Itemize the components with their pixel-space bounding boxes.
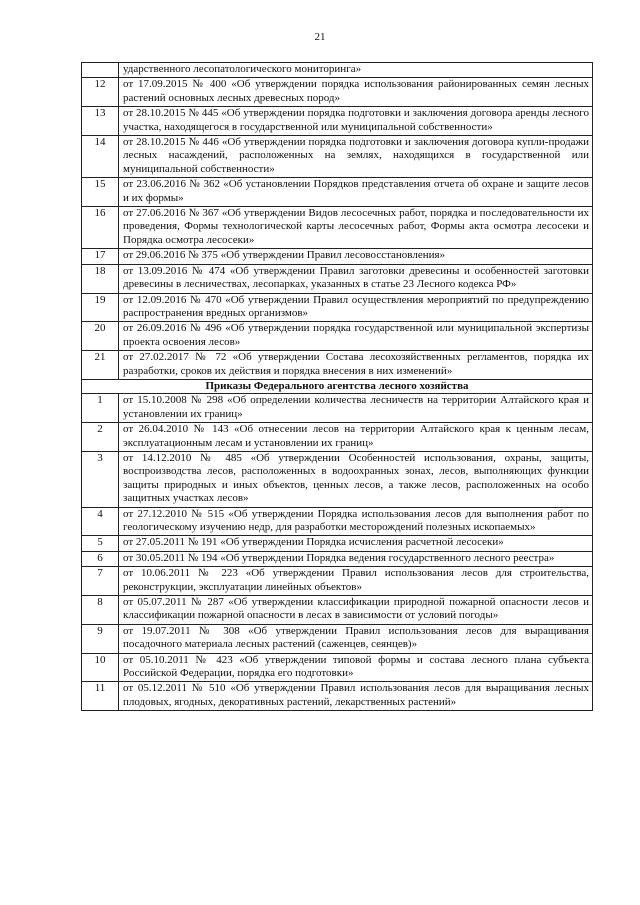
act-description: от 13.09.2016 № 474 «Об утверждении Правил заготовки древесины и особенностей заготовки древесины в лесничествах, лесопарках, указанных в статье 23 Лесного кодекса РФ» — [119, 264, 593, 293]
table-row — [82, 264, 593, 293]
act-description: от 28.10.2015 № 445 «Об утверждении порядка подготовки и заключения договора аренды лесного участка, находящегося в государственной или муниципальной собственности» — [119, 107, 593, 136]
table-row — [82, 78, 593, 107]
row-number: 14 — [82, 136, 119, 178]
table-row — [82, 567, 593, 596]
row-number: 6 — [82, 551, 119, 566]
row-number: 11 — [82, 682, 119, 711]
act-description: ударственного лесопатологического мониторинга» — [119, 63, 593, 78]
row-number: 7 — [82, 567, 119, 596]
table-row — [82, 178, 593, 207]
table-row — [82, 207, 593, 249]
act-description: от 27.05.2011 № 191 «Об утверждении Порядка исчисления расчетной лесосеки» — [119, 536, 593, 551]
table-row — [82, 322, 593, 351]
row-number: 9 — [82, 624, 119, 653]
act-description: от 27.12.2010 № 515 «Об утверждении Порядка использования лесов для выполнения работ по геологическому изучению недр, для разработки месторождений полезных ископаемых» — [119, 507, 593, 536]
act-description: от 26.09.2016 № 496 «Об утверждении порядка государственной или муниципальной экспертизы проекта освоения лесов» — [119, 322, 593, 351]
act-description: от 30.05.2011 № 194 «Об утверждении Порядка ведения государственного лесного реестра» — [119, 551, 593, 566]
table-row — [82, 394, 593, 423]
row-number: 4 — [82, 507, 119, 536]
act-description: от 27.06.2016 № 367 «Об утверждении Видов лесосечных работ, порядка и последовательности их проведения, Формы технологической карты лесосечных работ, Формы акта осмотра лесосеки и Порядка осмотра лесосеки» — [119, 207, 593, 249]
act-description: от 05.12.2011 № 510 «Об утверждении Правил использования лесов для выращивания лесных плодовых, ягодных, декоративных растений, лекарственных растений» — [119, 682, 593, 711]
table-row — [82, 293, 593, 322]
act-description: от 05.07.2011 № 287 «Об утверждении классификации природной пожарной опасности лесов и классификации пожарной опасности в лесах в зависимости от условий погоды» — [119, 596, 593, 625]
row-number: 16 — [82, 207, 119, 249]
table-row — [82, 596, 593, 625]
act-description: от 15.10.2008 № 298 «Об определении количества лесничеств на территории Алтайского края и установлении их границ» — [119, 394, 593, 423]
section-title: Приказы Федерального агентства лесного хозяйства — [82, 379, 593, 393]
row-number: 10 — [82, 653, 119, 682]
table-row — [82, 536, 593, 551]
table-body — [82, 63, 593, 711]
table-row — [82, 507, 593, 536]
act-description: от 05.10.2011 № 423 «Об утверждении типовой формы и состава лесного плана субъекта Российской Федерации, порядка его подготовки» — [119, 653, 593, 682]
act-description: от 17.09.2015 № 400 «Об утверждении порядка использования районированных семян лесных растений основных лесных древесных пород» — [119, 78, 593, 107]
row-number: 15 — [82, 178, 119, 207]
row-number: 5 — [82, 536, 119, 551]
act-description: от 14.12.2010 № 485 «Об утверждении Особенностей использования, охраны, защиты, воспроизводства лесов, расположенных в водоохранных зонах, лесов, выполняющих функции защиты природных и иных объектов, ценных лесов, а также лесов, расположенных на особо защитных участках лесов» — [119, 451, 593, 507]
table-row — [82, 624, 593, 653]
row-number: 2 — [82, 423, 119, 452]
table-row — [82, 653, 593, 682]
table-row — [82, 249, 593, 264]
row-number: 13 — [82, 107, 119, 136]
act-description: от 29.06.2016 № 375 «Об утверждении Правил лесовосстановления» — [119, 249, 593, 264]
act-description: от 19.07.2011 № 308 «Об утверждении Правил использования лесов для выращивания посадочного материала лесных растений (саженцев, сеянцев)» — [119, 624, 593, 653]
row-number — [82, 63, 119, 78]
act-description: от 10.06.2011 № 223 «Об утверждении Правил использования лесов для строительства, реконструкции, эксплуатации линейных объектов» — [119, 567, 593, 596]
act-description: от 12.09.2016 № 470 «Об утверждении Правил осуществления мероприятий по предупреждению распространения вредных организмов» — [119, 293, 593, 322]
act-description: от 23.06.2016 № 362 «Об установлении Порядков представления отчета об охране и защите лесов и их формы» — [119, 178, 593, 207]
table-row — [82, 351, 593, 380]
table-row — [82, 551, 593, 566]
table-row — [82, 682, 593, 711]
table-row — [82, 107, 593, 136]
row-number: 18 — [82, 264, 119, 293]
legal-acts-table — [81, 62, 593, 711]
act-description: от 26.04.2010 № 143 «Об отнесении лесов на территории Алтайского края к ценным лесам, эксплуатационным лесам и установлении их границ» — [119, 423, 593, 452]
act-description: от 28.10.2015 № 446 «Об утверждении порядка подготовки и заключения договора купли-продажи лесных насаждений, расположенных на землях, находящихся в государственной или муниципальной собственности» — [119, 136, 593, 178]
row-number: 20 — [82, 322, 119, 351]
table-row — [82, 451, 593, 507]
row-number: 19 — [82, 293, 119, 322]
row-number: 3 — [82, 451, 119, 507]
page-number: 21 — [314, 31, 326, 43]
table-row — [82, 136, 593, 178]
table-row — [82, 423, 593, 452]
row-number: 8 — [82, 596, 119, 625]
act-description: от 27.02.2017 № 72 «Об утверждении Состава лесохозяйственных регламентов, порядка их разработки, сроков их действия и порядка внесения в них изменений» — [119, 351, 593, 380]
row-number: 12 — [82, 78, 119, 107]
row-number: 1 — [82, 394, 119, 423]
row-number: 17 — [82, 249, 119, 264]
row-number: 21 — [82, 351, 119, 380]
table-row — [82, 63, 593, 78]
section-header-row — [82, 379, 593, 393]
